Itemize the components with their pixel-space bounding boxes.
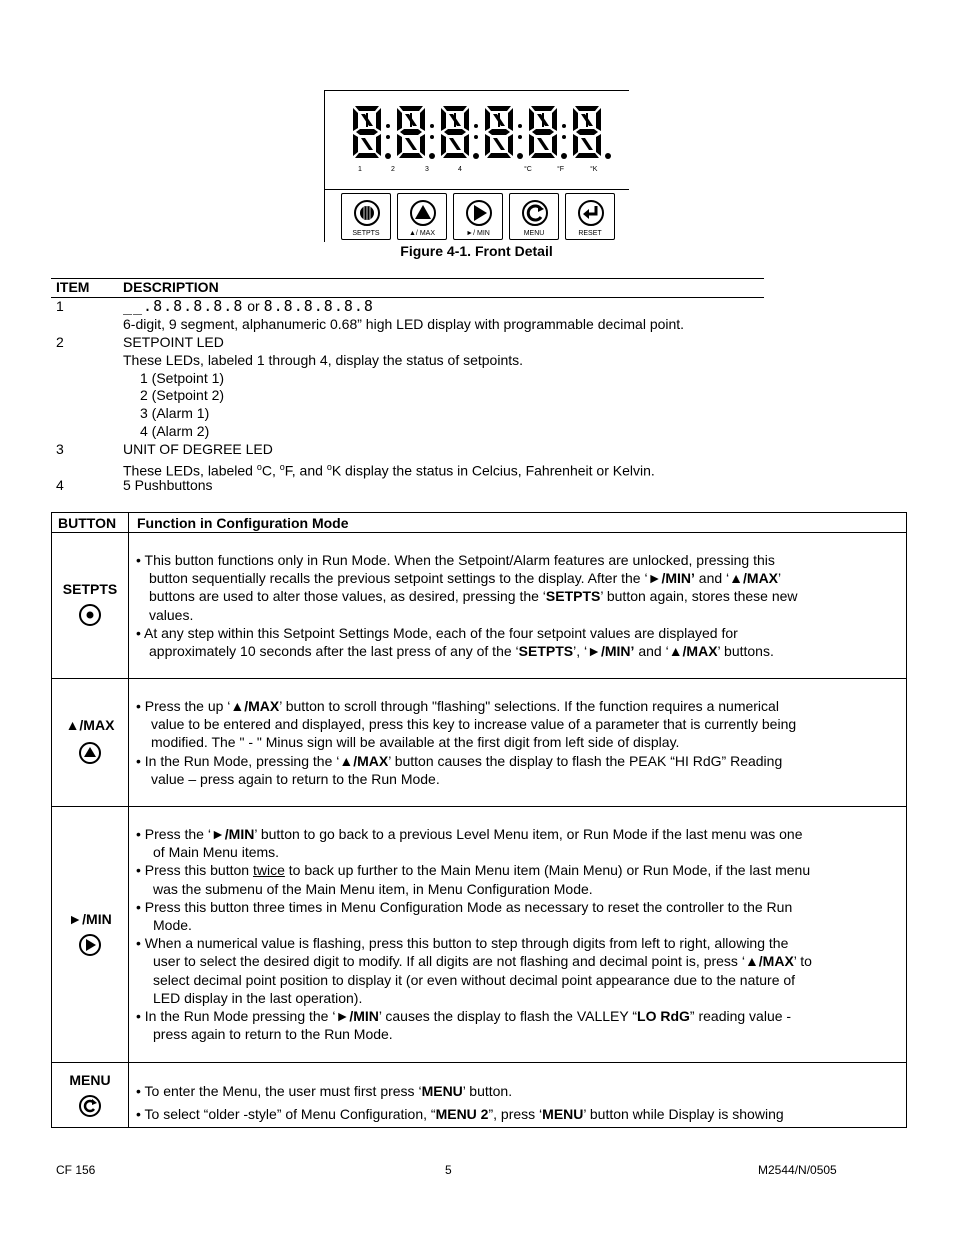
menu-cycle-icon — [78, 1094, 102, 1118]
min-name: ►/MIN — [68, 911, 112, 927]
function-header: Function in Configuration Mode — [137, 515, 349, 531]
bullet-cont — [136, 642, 898, 660]
led-label-c: °C — [524, 166, 532, 173]
item-number: 1 — [56, 298, 64, 314]
item-desc: SETPOINT LED — [123, 334, 224, 350]
bullet-cont — [136, 587, 898, 605]
text: was the submenu of the Main Menu item, in Menu Configuration Mode. — [153, 880, 593, 897]
item-desc: These LEDs, labeled 1 through 4, display the status of setpoints. — [123, 352, 524, 368]
item-number: 3 — [56, 441, 64, 457]
text: ’ causes the display to flash the VALLEY “ — [378, 1008, 638, 1025]
setpts-name: SETPTS — [62, 581, 118, 597]
text: ”, press ‘ — [488, 1106, 543, 1123]
text: ’ to — [793, 953, 812, 970]
max-button-label: ▲/ MAX — [409, 230, 435, 237]
deg-text: C, — [261, 462, 280, 479]
bullet-cont — [136, 843, 898, 861]
text: and ‘ — [694, 570, 730, 587]
text: Press the ‘ — [144, 826, 211, 842]
led-label-1: 1 — [358, 166, 362, 173]
text: select decimal point position to display it (or even without decimal point appearance due to the nature of — [153, 971, 796, 988]
text: ’ button again, stores these new — [600, 588, 798, 605]
text: ▲/MAX — [744, 953, 794, 970]
bullet-cont — [136, 989, 898, 1007]
text: to back up further to the Main Menu item (Main Menu) or Run Mode, if the last menu — [284, 862, 811, 879]
row-divider — [52, 678, 906, 679]
bullet: • To select “older -style” of Menu Configuration, “MENU 2”, press ‘MENU’ button while Display is showing — [136, 1106, 784, 1123]
bullet — [136, 752, 898, 770]
setpts-button[interactable] — [341, 193, 391, 240]
led-label-3: 3 — [425, 166, 429, 173]
bullet-cont — [136, 952, 898, 970]
bullet: • Press the ‘►/MIN’ button to go back to a previous Level Menu item, or Run Mode if the last menu was one — [136, 826, 803, 842]
text: and ‘ — [634, 643, 669, 660]
bullet-cont — [136, 569, 898, 587]
max-name: ▲/MAX — [65, 717, 115, 733]
bullet: • To enter the Menu, the user must first press ‘MENU’ button. — [136, 1083, 513, 1099]
item-number: 2 — [56, 334, 64, 350]
text: ▲/MAX — [339, 752, 389, 769]
text: Press this button three times in Menu Configuration Mode as necessary to reset the controller to the Run — [144, 898, 793, 915]
text: modified. The " - " Minus sign will be available at the first digit from left side of display. — [151, 734, 680, 751]
text: of Main Menu items. — [153, 844, 280, 861]
text: ’ button to go back to a previous Level Menu item, or Run Mode if the last menu was one — [254, 826, 803, 842]
menu-name: MENU — [69, 1072, 111, 1088]
bullet-cont — [136, 880, 898, 898]
footer-left: CF 156 — [56, 1163, 96, 1177]
item-desc: 6-digit, 9 segment, alphanumeric 0.68” high LED display with programmable decimal point. — [123, 316, 685, 332]
bullet-cont — [136, 916, 898, 934]
setpts-icon — [78, 603, 102, 627]
text: ’, ‘ — [573, 643, 588, 660]
text: button sequentially recalls the previous setpoint settings to the display. After the ‘ — [149, 570, 648, 587]
setpts-button-label: SETPTS — [352, 230, 380, 237]
text: ►/MIN — [335, 1008, 379, 1025]
pushbutton-row — [338, 190, 623, 242]
text: ’ button. — [462, 1083, 513, 1099]
item-desc: 1 (Setpoint 1) — [140, 370, 225, 386]
bullet — [136, 624, 898, 642]
text: Mode. — [153, 917, 192, 934]
button-header: BUTTON — [58, 515, 117, 531]
figure-caption: Figure 4-1. Front Detail — [400, 243, 553, 259]
menu-button-label: MENU — [523, 230, 545, 237]
text: twice — [252, 862, 285, 879]
min-button-label: ►/ MIN — [466, 230, 490, 237]
item-table-header — [51, 278, 764, 298]
text: To enter the Menu, the user must first press ‘ — [144, 1083, 422, 1099]
text: LED display in the last operation). — [153, 989, 363, 1006]
up-arrow-icon — [78, 741, 102, 765]
text: MENU 2 — [435, 1106, 489, 1123]
led-label-4: 4 — [458, 166, 462, 173]
column-divider — [128, 513, 129, 1127]
text: approximately 10 seconds after the last press of any of the ‘ — [149, 643, 519, 660]
setpts-icon — [353, 199, 381, 227]
right-arrow-icon — [465, 199, 493, 227]
deg-text: F, and — [284, 462, 327, 479]
led-label-2: 2 — [391, 166, 395, 173]
text: ►/MIN’ — [587, 643, 635, 660]
return-arrow-icon — [577, 199, 605, 227]
item-number: 4 — [56, 477, 64, 493]
menu-button[interactable] — [509, 193, 559, 240]
text: • In the Run Mode, pressing the ‘ — [136, 752, 340, 769]
item-desc: 5 Pushbuttons — [123, 477, 213, 493]
text: value to be entered and displayed, press this key to increase value of a parameter that is currently being — [151, 716, 797, 733]
bullet — [136, 697, 898, 715]
text: SETPTS — [518, 643, 574, 660]
led-label-k: °K — [590, 166, 598, 173]
item-desc: 2 (Setpoint 2) — [140, 387, 225, 403]
text: buttons are used to alter those values, as desired, pressing the ‘ — [149, 588, 546, 605]
text: To select “older -style” of Menu Configuration, “ — [144, 1106, 436, 1123]
bullet-cont — [136, 971, 898, 989]
bullet: • Press this button three times in Menu Configuration Mode as necessary to reset the controller to the Run — [136, 898, 793, 915]
item-header: ITEM — [56, 279, 90, 295]
text: user to select the desired digit to modify. If all digits are not flashing and decimal point is, press ‘ — [153, 953, 745, 970]
max-button[interactable] — [397, 193, 447, 240]
item-desc: 3 (Alarm 1) — [140, 405, 210, 421]
text: press again to return to the Run Mode. — [153, 1026, 393, 1043]
footer-right: M2544/N/0505 — [758, 1163, 837, 1177]
max-description — [136, 697, 898, 788]
text: • At any step within this Setpoint Settings Mode, each of the four setpoint values are displayed for — [136, 624, 738, 641]
menu-cycle-icon — [521, 199, 549, 227]
text: ’ button to scroll through "flashing" selections. If the function requires a numerical — [279, 698, 779, 714]
bullet-cont — [136, 770, 898, 788]
text: ” reading value - — [689, 1008, 792, 1025]
bullet-cont — [136, 715, 898, 733]
degree-sup: o — [326, 462, 332, 472]
item-desc: UNIT OF DEGREE LED — [123, 441, 273, 457]
text: ▲/MAX — [230, 698, 280, 714]
row-divider — [52, 1062, 906, 1063]
text: ’ button while Display is showing — [583, 1106, 784, 1123]
text: ►/MIN’ — [647, 570, 695, 587]
item-desc-seg — [123, 297, 374, 315]
front-panel-figure — [324, 90, 629, 242]
seven-segment-digits — [349, 104, 614, 160]
led-display — [324, 90, 629, 190]
reset-button-label: RESET — [578, 230, 602, 237]
text: ▲/MAX — [668, 643, 718, 660]
seg-or: or — [247, 298, 260, 314]
led-label-f: °F — [557, 166, 565, 173]
deg-text: K display the status in Celcius, Fahrenheit or Kelvin. — [331, 462, 655, 479]
min-button[interactable] — [453, 193, 503, 240]
bullet: • When a numerical value is flashing, press this button to step through digits from left to right, allowing the — [136, 935, 789, 952]
min-description — [136, 825, 898, 1043]
bullet: • In the Run Mode pressing the ‘►/MIN’ causes the display to flash the VALLEY “LO RdG” reading value - — [136, 1008, 792, 1025]
text: ’ button causes the display to flash the PEAK “HI RdG” Reading — [388, 752, 783, 769]
text: SETPTS — [545, 588, 601, 605]
segment-pattern-a: __.8.8.8.8.8 — [123, 297, 244, 315]
degree-sup: o — [279, 462, 285, 472]
reset-button[interactable] — [565, 193, 615, 240]
text: In the Run Mode pressing the ‘ — [144, 1008, 336, 1025]
bullet-cont — [136, 1025, 898, 1043]
row-divider — [52, 532, 906, 533]
bullet-cont — [136, 733, 898, 751]
degree-sup: o — [256, 462, 262, 472]
deg-text: These LEDs, labeled — [123, 462, 257, 479]
text: ►/MIN — [210, 826, 255, 842]
up-arrow-icon — [409, 199, 437, 227]
bullet: • Press this button twice to back up further to the Main Menu item (Main Menu) or Run Mode, if the last menu — [136, 862, 811, 879]
text: Press this button — [144, 862, 253, 879]
bullet — [136, 551, 898, 569]
text: When a numerical value is flashing, press this button to step through digits from left to right, allowing the — [144, 935, 789, 952]
bullet-cont — [136, 606, 898, 624]
text: ’ — [778, 570, 782, 587]
menu-description — [136, 1082, 898, 1123]
text: ▲/MAX — [729, 570, 779, 587]
button-function-table — [51, 512, 907, 1128]
segment-pattern-b: 8.8.8.8.8.8 — [263, 297, 374, 315]
text: values. — [149, 606, 194, 623]
description-header: DESCRIPTION — [123, 279, 219, 295]
text: MENU — [421, 1083, 463, 1099]
text: value – press again to return to the Run Mode. — [151, 770, 440, 787]
right-arrow-icon — [78, 933, 102, 957]
text: MENU — [542, 1106, 584, 1123]
text: LO RdG — [637, 1008, 690, 1025]
text: • This button functions only in Run Mode. When the Setpoint/Alarm features are unlocked, pressing this — [136, 552, 775, 568]
page-number: 5 — [445, 1163, 452, 1177]
setpts-description — [136, 551, 898, 660]
item-desc: 4 (Alarm 2) — [140, 423, 210, 439]
text: • Press the up ‘ — [136, 698, 231, 714]
row-divider — [52, 806, 906, 807]
text: ’ buttons. — [717, 643, 774, 660]
